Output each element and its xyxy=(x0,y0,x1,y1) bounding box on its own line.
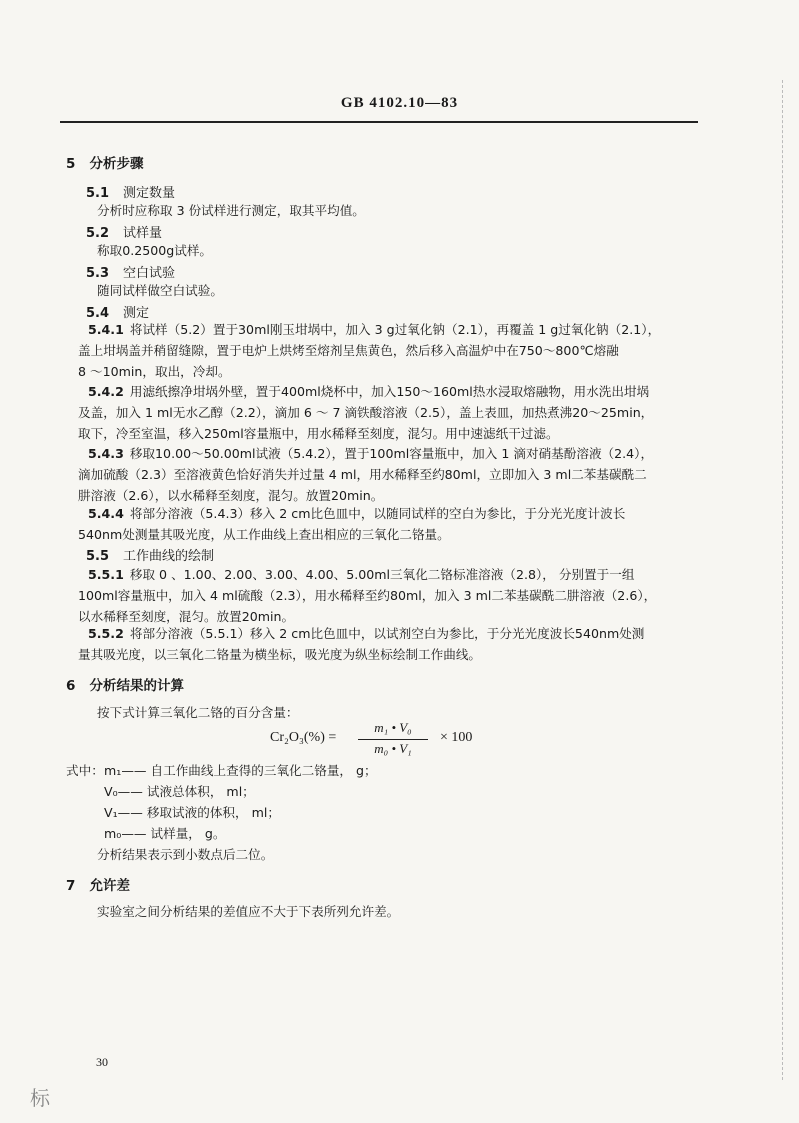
paragraph-line: 移取 0 、1.00、2.00、3.00、4.00、5.00ml三氧化二铬标准溶液（2.8）， 分别置于一组 xyxy=(129,567,635,582)
subsection-number: 5.3 xyxy=(86,266,110,281)
definition-v1: V₁—— 移取试液的体积， ml； xyxy=(104,805,280,820)
paragraph-line: 540nm处测量其吸光度，从工作曲线上查出相应的三氧化二铬量。 xyxy=(78,527,450,542)
paragraph-line: 移取10.00～50.00ml试液（5.4.2），置于100ml容量瓶中，加入 1 滴对硝基酚溶液（2.4）， xyxy=(129,446,654,461)
subsection-title: 试样量 xyxy=(123,226,163,241)
paragraph-line: 量其吸光度，以三氧化二铬量为横坐标，吸光度为纵坐标绘制工作曲线。 xyxy=(78,647,481,662)
section-6-heading xyxy=(66,674,184,694)
paragraph-line: 8 ～10min，取出，冷却。 xyxy=(78,364,231,379)
paragraph-number: 5.4.4 xyxy=(88,506,124,521)
paragraph-line: 用滤纸擦净坩埚外壁，置于400ml烧杯中，加入150～160ml热水浸取熔融物，用水洗出坩埚 xyxy=(129,384,650,399)
section-title: 分析结果的计算 xyxy=(89,678,185,694)
paragraph-number: 5.4.2 xyxy=(88,384,124,399)
subsection-number: 5.1 xyxy=(86,186,110,201)
formula-denominator: m₀ • V₁ xyxy=(374,741,412,756)
paragraph-line: 及盖，加入 1 ml无水乙醇（2.2），滴加 6 ～ 7 滴铁酸溶液（2.5），盖上表皿，加热煮沸20～25min， xyxy=(78,405,654,420)
fraction-bar xyxy=(358,739,428,740)
definition-m1: m₁—— 自工作曲线上查得的三氧化二铬量， g； xyxy=(104,763,377,778)
paragraph-5-4-3 xyxy=(78,443,718,506)
formula-rhs: × 100 xyxy=(440,730,473,745)
section-7-heading xyxy=(66,874,130,894)
definition-m0: m₀—— 试样量， g。 xyxy=(104,826,226,841)
section-5-heading xyxy=(66,152,144,172)
formula-numerator: m₁ • V₀ xyxy=(374,720,412,735)
scan-edge-line xyxy=(782,80,783,1080)
subsection-title: 空白试验 xyxy=(123,266,176,281)
paragraph-number: 5.5.1 xyxy=(88,567,124,582)
paragraph-5-4-1 xyxy=(78,319,718,382)
subsection-title: 测定数量 xyxy=(123,186,176,201)
section-title: 允许差 xyxy=(89,878,131,894)
paragraph-line: 盖上坩埚盖并稍留缝隙，置于电炉上烘烤至熔剂呈焦黄色，然后移入高温炉中在750～800℃熔融 xyxy=(78,343,619,358)
subsection-number: 5.2 xyxy=(86,226,110,241)
where-label: 式中： xyxy=(66,763,104,778)
subsection-5-1-text: 分析时应称取 3 份试样进行测定，取其平均值。 xyxy=(97,203,365,218)
formula-lhs: Cr₂O₃(%) = xyxy=(270,730,337,745)
paragraph-line: 100ml容量瓶中，加入 4 ml硫酸（2.3），用水稀释至约80ml，加入 3 ml二苯基碳酰二肼溶液（2.6）， xyxy=(78,588,657,603)
section-number: 5 xyxy=(66,156,76,172)
section-title: 分析步骤 xyxy=(89,156,144,172)
paragraph-5-5-1 xyxy=(78,564,718,627)
section-number: 7 xyxy=(66,878,76,894)
subsection-5-1-heading xyxy=(86,182,175,201)
paragraph-line: 滴加硫酸（2.3）至溶液黄色恰好消失并过量 4 ml，用水稀释至约80ml，立即加入 3 ml二苯基碳酰二 xyxy=(78,467,647,482)
header-rule xyxy=(60,121,698,123)
subsection-title: 测定 xyxy=(123,306,150,321)
paragraph-line: 将部分溶液（5.4.3）移入 2 cm比色皿中，以随同试样的空白为参比，于分光光度计波长 xyxy=(129,506,626,521)
document-code: GB 4102.10—83 xyxy=(340,95,459,111)
paragraph-line: 取下，冷至室温，移入250ml容量瓶中，用水稀释至刻度，混匀。用中速滤纸干过滤。 xyxy=(78,426,559,441)
paragraph-number: 5.5.2 xyxy=(88,626,124,641)
subsection-5-2-heading xyxy=(86,222,162,241)
paragraph-number: 5.4.1 xyxy=(88,322,124,337)
corner-mark: 标 xyxy=(30,1086,50,1110)
paragraph-line: 将试样（5.2）置于30ml刚玉坩埚中，加入 3 g过氧化钠（2.1），再覆盖 1 g过氧化钠（2.1）， xyxy=(129,322,661,337)
subsection-title: 工作曲线的绘制 xyxy=(123,549,215,564)
calc-note: 分析结果表示到小数点后二位。 xyxy=(97,847,274,862)
subsection-5-2-text: 称取0.2500g试样。 xyxy=(97,243,213,258)
section-7-text: 实验室之间分析结果的差值应不大于下表所列允许差。 xyxy=(97,904,400,919)
page-number: 30 xyxy=(96,1055,108,1069)
calc-intro: 按下式计算三氧化二铬的百分含量： xyxy=(97,705,299,720)
paragraph-5-4-2 xyxy=(78,381,718,444)
paragraph-line: 将部分溶液（5.5.1）移入 2 cm比色皿中，以试剂空白为参比，于分光光度波长540nm处测 xyxy=(129,626,645,641)
definition-v0: V₀—— 试液总体积， ml； xyxy=(104,784,255,799)
paragraph-5-4-4 xyxy=(78,503,718,545)
subsection-5-3-text: 随同试样做空白试验。 xyxy=(97,283,223,298)
subsection-5-3-heading xyxy=(86,262,175,281)
subsection-number: 5.4 xyxy=(86,306,110,321)
section-number: 6 xyxy=(66,678,76,694)
subsection-number: 5.5 xyxy=(86,549,110,564)
subsection-5-5-heading xyxy=(86,545,214,564)
paragraph-5-5-2 xyxy=(78,623,718,665)
paragraph-line: 肼溶液（2.6），以水稀释至刻度，混匀。放置20min。 xyxy=(78,488,384,503)
paragraph-line: 以水稀释至刻度，混匀。放置20min。 xyxy=(78,609,295,624)
paragraph-number: 5.4.3 xyxy=(88,446,124,461)
